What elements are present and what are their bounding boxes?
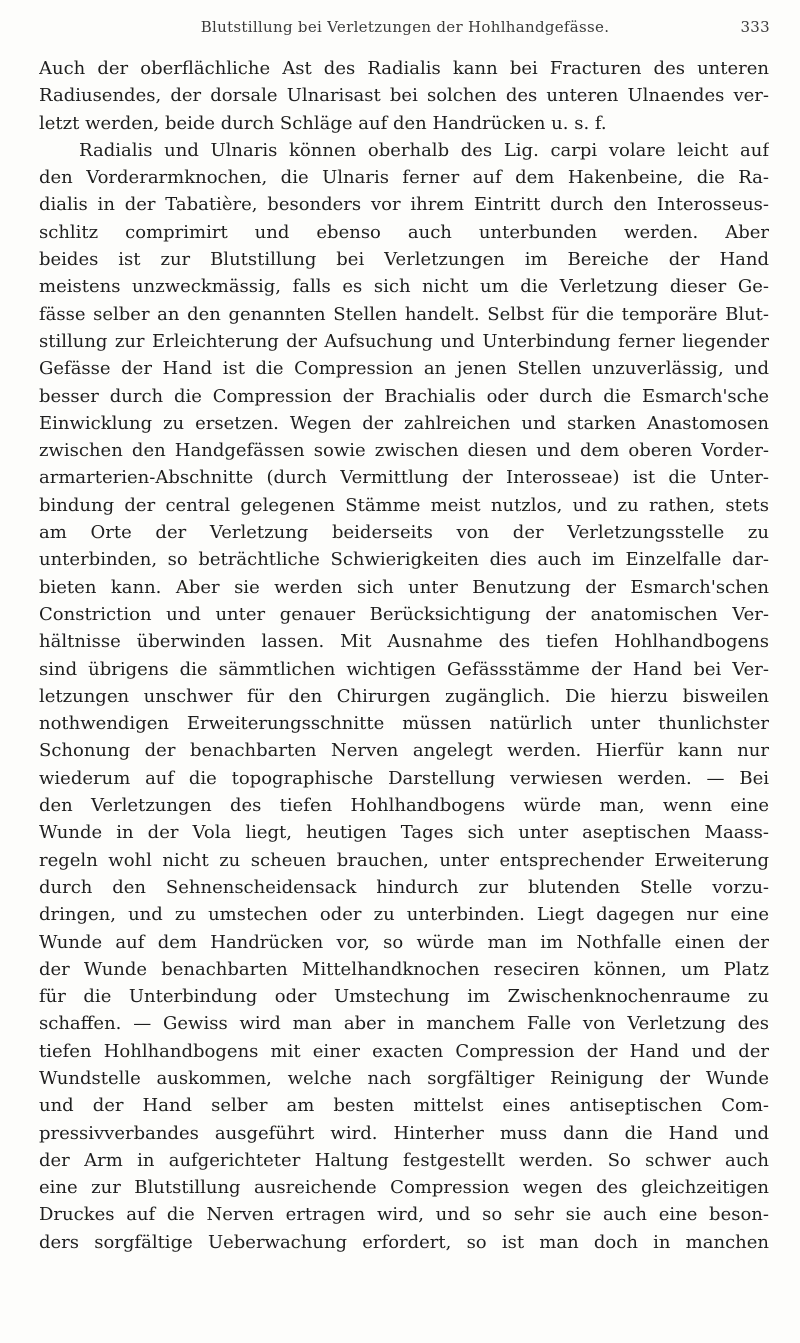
- text-line: ders sorgfältige Ueberwachung erfordert, so ist man doch in manchen: [39, 1231, 769, 1253]
- text-line: eine zur Blutstillung ausreichende Compression wegen des gleichzeitigen: [39, 1177, 769, 1199]
- text-line: Wunde in der Vola liegt, heutigen Tages sich unter aseptischen Maass-: [39, 822, 769, 844]
- text-line: den Vorderarmknochen, die Ulnaris ferner auf dem Hakenbeine, die Ra-: [39, 167, 769, 189]
- text-line: Druckes auf die Nerven ertragen wird, und so sehr sie auch eine beson-: [39, 1204, 769, 1226]
- text-line: Wunde auf dem Handrücken vor, so würde man im Nothfalle einen der: [39, 931, 769, 953]
- text-line: bindung der central gelegenen Stämme meist nutzlos, und zu rathen, stets: [39, 494, 769, 516]
- text-line: besser durch die Compression der Brachialis oder durch die Esmarch'sche: [39, 385, 769, 407]
- text-line: stillung zur Erleichterung der Aufsuchung und Unterbindung ferner liegender: [39, 330, 769, 352]
- text-line: unterbinden, so beträchtliche Schwierigkeiten dies auch im Einzelfalle dar-: [39, 549, 769, 571]
- running-title: Blutstillung bei Verletzungen der Hohlhandgefässe.: [200, 18, 610, 36]
- text-line: letzungen unschwer für den Chirurgen zugänglich. Die hierzu bisweilen: [39, 685, 769, 707]
- text-line: pressivverbandes ausgeführt wird. Hinterher muss dann die Hand und: [39, 1122, 769, 1144]
- page-header: [40, 18, 770, 40]
- text-line: hältnisse überwinden lassen. Mit Ausnahme des tiefen Hohlhandbogens: [39, 631, 769, 653]
- text-line: Einwicklung zu ersetzen. Wegen der zahlreichen und starken Anastomosen: [39, 412, 769, 434]
- text-line: Constriction und unter genauer Berücksichtigung der anatomischen Ver-: [39, 603, 769, 625]
- text-line: sind übrigens die sämmtlichen wichtigen Gefässstämme der Hand bei Ver-: [39, 658, 769, 680]
- text-line: bieten kann. Aber sie werden sich unter Benutzung der Esmarch'schen: [39, 576, 769, 598]
- text-line: beides ist zur Blutstillung bei Verletzungen im Bereiche der Hand: [39, 249, 769, 271]
- text-line: Wundstelle auskommen, welche nach sorgfältiger Reinigung der Wunde: [39, 1067, 769, 1089]
- text-line: Schonung der benachbarten Nerven angelegt werden. Hierfür kann nur: [39, 740, 769, 762]
- text-line: schlitz comprimirt und ebenso auch unterbunden werden. Aber: [39, 221, 769, 243]
- text-line: Gefässe der Hand ist die Compression an jenen Stellen unzuverlässig, und: [39, 358, 769, 380]
- text-line: schaffen. — Gewiss wird man aber in manchem Falle von Verletzung des: [39, 1013, 769, 1035]
- text-line: am Orte der Verletzung beiderseits von der Verletzungsstelle zu: [39, 522, 769, 544]
- text-line: nothwendigen Erweiterungsschnitte müssen natürlich unter thunlichster: [39, 713, 769, 735]
- text-line: dialis in der Tabatière, besonders vor ihrem Eintritt durch den Interosseus-: [39, 194, 769, 216]
- text-line: meistens unzweckmässig, falls es sich nicht um die Verletzung dieser Ge-: [39, 276, 769, 298]
- text-line: Radialis und Ulnaris können oberhalb des Lig. carpi volare leicht auf: [79, 139, 769, 161]
- text-line: durch den Sehnenscheidensack hindurch zur blutenden Stelle vorzu-: [39, 876, 769, 898]
- text-line: Auch der oberflächliche Ast des Radialis kann bei Fracturen des unteren: [39, 58, 769, 79]
- text-line: für die Unterbindung oder Umstechung im Zwischenknochenraume zu: [39, 986, 769, 1008]
- body-text: [39, 55, 769, 1256]
- text-line: fässe selber an den genannten Stellen handelt. Selbst für die temporäre Blut-: [39, 303, 769, 325]
- text-line: und der Hand selber am besten mittelst eines antiseptischen Com-: [39, 1095, 769, 1117]
- text-line: der Wunde benachbarten Mittelhandknochen reseciren können, um Platz: [39, 958, 769, 980]
- text-line: Radiusendes, der dorsale Ulnarisast bei solchen des unteren Ulnaendes ver-: [39, 85, 769, 107]
- text-line: der Arm in aufgerichteter Haltung festgestellt werden. So schwer auch: [39, 1149, 769, 1171]
- text-line: regeln wohl nicht zu scheuen brauchen, unter entsprechender Erweiterung: [39, 849, 769, 871]
- text-line: tiefen Hohlhandbogens mit einer exacten Compression der Hand und der: [39, 1040, 769, 1062]
- text-line: wiederum auf die topographische Darstellung verwiesen werden. — Bei: [39, 767, 769, 789]
- text-line: dringen, und zu umstechen oder zu unterbinden. Liegt dagegen nur eine: [39, 904, 769, 926]
- text-line: zwischen den Handgefässen sowie zwischen diesen und dem oberen Vorder-: [39, 440, 769, 462]
- text-line: armarterien-Abschnitte (durch Vermittlung der Interosseae) ist die Unter-: [39, 467, 769, 489]
- text-line: letzt werden, beide durch Schläge auf den Handrücken u. s. f.: [39, 112, 607, 134]
- page-number: 333: [740, 18, 770, 36]
- text-line: den Verletzungen des tiefen Hohlhandbogens würde man, wenn eine: [39, 795, 769, 817]
